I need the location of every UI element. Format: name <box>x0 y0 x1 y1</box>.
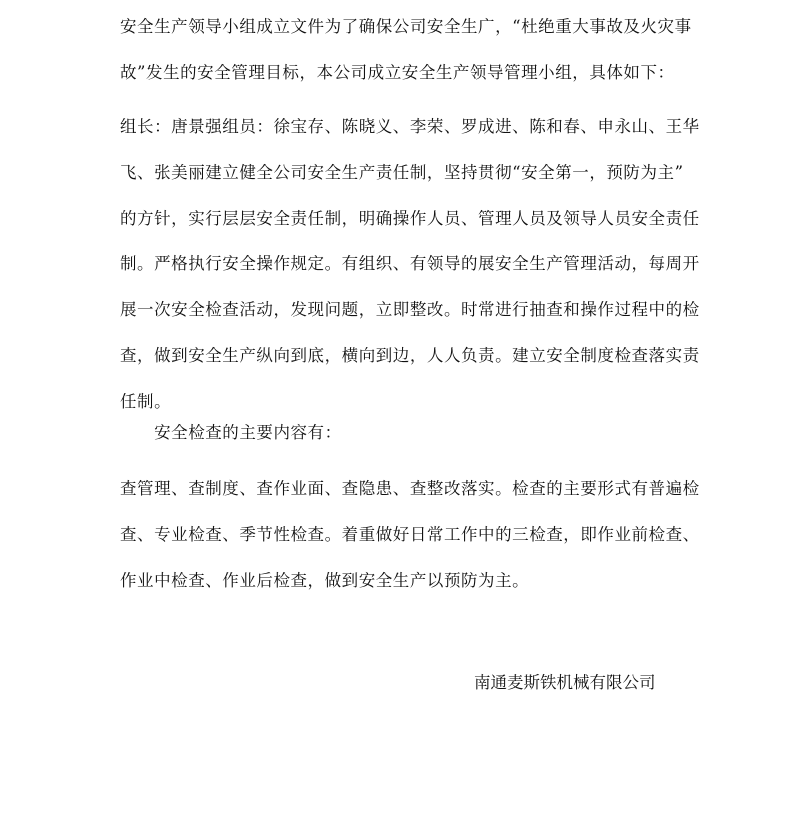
paragraph-establishment <box>120 4 692 96</box>
text-line: 查管理、查制度、查作业面、查隐患、查整改落实。检查的主要形式有普遍检 <box>120 479 700 498</box>
paragraph-inspection-content <box>120 466 700 603</box>
text-line: 制。严格执行安全操作规定。有组织、有领导的展安全生产管理活动，每周开 <box>120 254 700 274</box>
text-line: 飞、张美丽建立健全公司安全生产责任制，坚持贯彻“安全第一，预防为主” <box>120 162 684 182</box>
text-line: 的方针，实行层层安全责任制，明确操作人员、管理人员及领导人员安全责任 <box>120 208 700 228</box>
paragraph-inspection-heading <box>120 410 680 456</box>
text-line: 查，做到安全生产纵向到底，横向到边，人人负责。建立安全制度检查落实责 <box>120 345 700 365</box>
text-line: 安全检查的主要内容有： <box>120 423 342 442</box>
text-line: 组长：唐景强组员：徐宝存、陈晓义、李荣、罗成进、陈和春、申永山、王华 <box>120 117 700 136</box>
text-line: 查、专业检查、季节性检查。着重做好日常工作中的三检查，即作业前检查、 <box>120 524 700 544</box>
text-line: 故”发生的安全管理目标，本公司成立安全生产领导管理小组，具体如下： <box>120 62 675 82</box>
text-line: 安全生产领导小组成立文件为了确保公司安全生广，“杜绝重大事故及火灾事 <box>120 17 692 36</box>
paragraph-members-responsibility <box>120 104 700 425</box>
text-line: 任制。 <box>120 391 172 411</box>
text-line: 展一次安全检查活动，发现问题，立即整改。时常进行抽查和操作过程中的检 <box>120 300 700 320</box>
company-signature: 南通麦斯铁机械有限公司 <box>474 673 656 692</box>
text-line: 作业中检查、作业后检查，做到安全生产以预防为主。 <box>120 570 530 590</box>
